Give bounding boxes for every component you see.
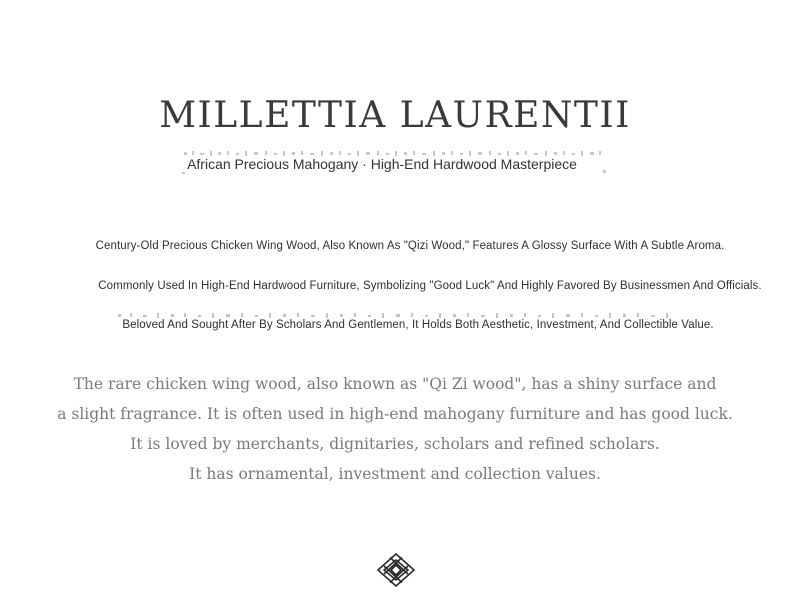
translation-line-1: The rare chicken wing wood, also known as "Qi Zi wood", has a shiny surface and: [73, 375, 717, 393]
description-line-3: Beloved And Sought After By Scholars And Gentlemen, It Holds Both Aesthetic, Investment, And Collectible Value.: [122, 319, 714, 331]
page-subtitle: African Precious Mahogany · High-End Hardwood Masterpiece: [187, 156, 577, 172]
description-line-2: Commonly Used In High-End Hardwood Furniture, Symbolizing "Good Luck" And Highly Favored By Businessmen And Officials.: [98, 280, 762, 292]
translation-line-4: It has ornamental, investment and collection values.: [189, 465, 601, 483]
endless-knot-icon: [376, 552, 416, 588]
translation-line-3: It is loved by merchants, dignitaries, scholars and refined scholars.: [130, 435, 660, 453]
description-line-1: Century-Old Precious Chicken Wing Wood, Also Known As "Qizi Wood," Features A Glossy Surface With A Subtle Aroma.: [95, 240, 725, 252]
translation-line-2: a slight fragrance. It is often used in high-end mahogany furniture and has good luck.: [57, 405, 733, 423]
subtitle-block: [180, 146, 610, 182]
page-title: MILLETTIA LAURENTII: [159, 95, 631, 136]
